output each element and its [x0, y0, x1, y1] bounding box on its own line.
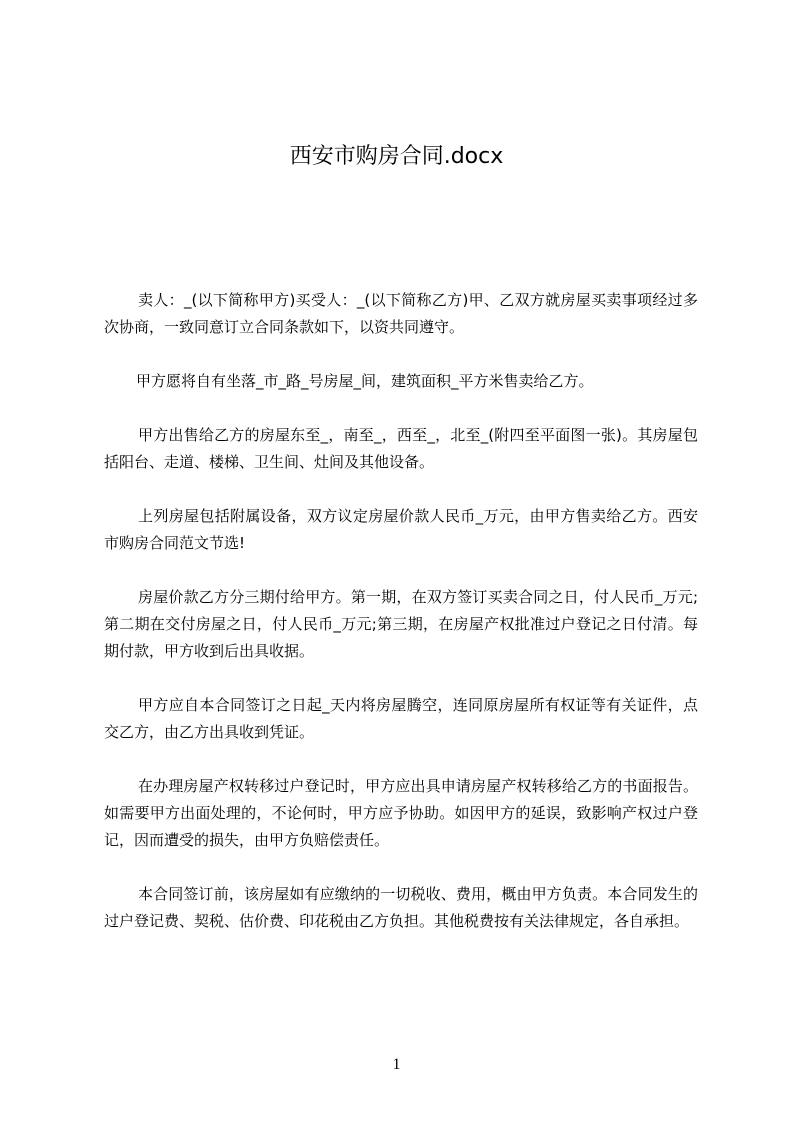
paragraph-payment-terms: 房屋价款乙方分三期付给甲方。第一期，在双方签订买卖合同之日，付人民币_万元;第二期在交付房屋之日，付人民币_万元;第三期，在房屋产权批准过户登记之日付清。每期付款，甲方收到后出具收据。 — [104, 588, 698, 660]
paragraph-property-boundaries: 甲方出售给乙方的房屋东至_，南至_，西至_，北至_(附四至平面图一张)。其房屋包括阳台、走道、楼梯、卫生间、灶间及其他设备。 — [104, 426, 698, 471]
document-body — [104, 287, 698, 962]
paragraph-price: 上列房屋包括附属设备，双方议定房屋价款人民币_万元，由甲方售卖给乙方。西安市购房合同范文节选! — [104, 507, 698, 552]
paragraph-property-location: 甲方愿将自有坐落_市_路_号房屋_间，建筑面积_平方米售卖给乙方。 — [136, 372, 594, 390]
paragraph-title-transfer: 在办理房屋产权转移过户登记时，甲方应出具申请房屋产权转移给乙方的书面报告。如需要甲方出面处理的，不论何时，甲方应予协助。如因甲方的延误，致影响产权过户登记，因而遭受的损失，由甲方负赔偿责任。 — [104, 777, 698, 849]
document-title: 西安市购房合同.docx — [289, 144, 504, 169]
page-number: 1 — [392, 1056, 401, 1073]
paragraph-handover: 甲方应自本合同签订之日起_天内将房屋腾空，连同原房屋所有权证等有关证件，点交乙方，由乙方出具收到凭证。 — [104, 696, 698, 741]
paragraph-taxes-fees: 本合同签订前，该房屋如有应缴纳的一切税收、费用，概由甲方负责。本合同发生的过户登记费、契税、估价费、印花税由乙方负担。其他税费按有关法律规定，各自承担。 — [104, 885, 698, 930]
paragraph-parties: 卖人：_(以下简称甲方)买受人：_(以下简称乙方)甲、乙双方就房屋买卖事项经过多次协商，一致同意订立合同条款如下，以资共同遵守。 — [104, 291, 698, 336]
